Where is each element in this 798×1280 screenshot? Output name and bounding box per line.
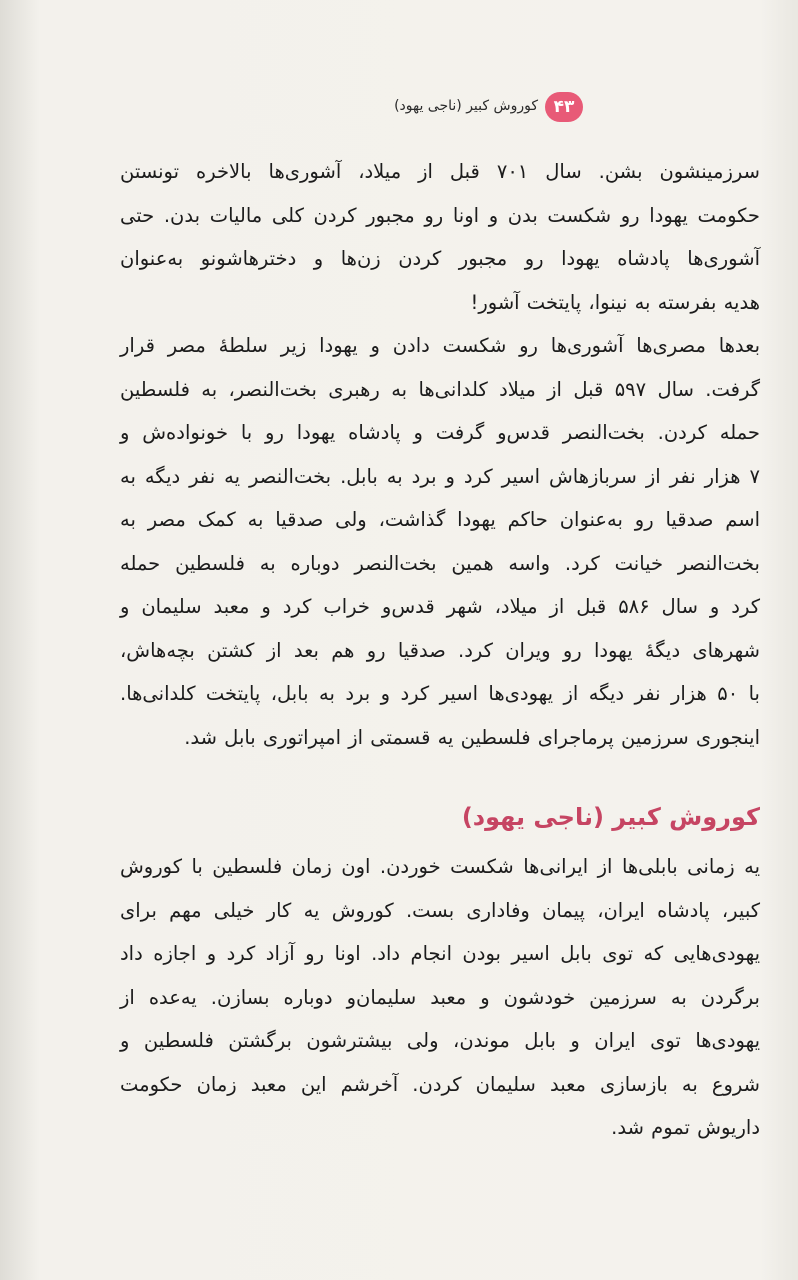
text-line: بخت‌النصر خیانت کرد. واسه همین بخت‌النصر دوباره به فلسطین حمله [120,551,760,575]
section-paragraph [120,845,760,1150]
text-line: کرد و سال ۵۸۶ قبل از میلاد، شهر قدس‌و خراب کرد و معبد سلیمان و [120,595,760,618]
paragraph-2 [120,324,760,759]
text-line: حمله کردن. بخت‌النصر قدس‌و گرفت و پادشاه یهودا رو با خونواده‌ش و [120,421,760,444]
page-content [120,150,760,1150]
text-line: اینجوری سرزمین پرماجرای فلسطین یه قسمتی از امپراتوری بابل شد. [184,725,760,749]
section-heading: کوروش کبیر (ناجی یهود) [461,803,760,831]
text-line: بعدها مصری‌ها آشوری‌ها رو شکست دادن و یهودا زیر سلطهٔ مصر قرار [120,334,760,357]
text-line: یهودی‌هایی که توی بابل اسیر بودن انجام داد. اونا رو آزاد کرد و اجازه داد [120,942,760,965]
text-line: شروع به بازسازی معبد سلیمان کردن. آخرشم این معبد زمان حکومت [120,1072,760,1096]
text-line: حکومت یهودا رو شکست بدن و اونا رو مجبور کردن کلی مالیات بدن. حتی [120,203,760,227]
text-line: سرزمینشون بشن. سال ۷۰۱ قبل از میلاد، آشوری‌ها بالاخره تونستن [120,160,760,183]
paragraph-1 [120,150,760,324]
text-line: یه زمانی بابلی‌ها از ایرانی‌ها شکست خوردن. اون زمان فلسطین با کوروش [120,855,760,878]
text-line: داریوش تموم شد. [611,1116,760,1139]
running-title: کوروش کبیر (ناجی یهود) [394,98,538,114]
text-line: با ۵۰ هزار نفر دیگه از یهودی‌ها اسیر کرد و برد به بابل، پایتخت کلدانی‌ها. [120,682,760,705]
text-line: آشوری‌ها پادشاه یهودا رو مجبور کردن زن‌ها و دخترهاشونو به‌عنوان [120,247,760,270]
text-line: کبیر، پادشاه ایران، پیمان وفاداری بست. کوروش یه کار خیلی مهم برای [120,898,760,922]
text-line: گرفت. سال ۵۹۷ قبل از میلاد کلدانی‌ها به رهبری بخت‌النصر، به فلسطین [120,377,760,401]
text-line: یهودی‌ها توی ایران و بابل موندن، ولی بیشترشون برگشتن فلسطین و [120,1029,760,1052]
text-line: هدیه بفرسته به نینوا، پایتخت آشور! [470,290,760,314]
text-line: ۷ هزار نفر از سربازهاش اسیر کرد و برد به بابل. بخت‌النصر یه نفر دیگه به [120,464,760,488]
text-line: برگردن به سرزمین خودشون و معبد سلیمان‌و دوباره بسازن. یه‌عده از [120,985,760,1009]
text-line: اسم صدقیا رو به‌عنوان حاکم یهودا گذاشت، ولی صدقیا به کمک مصر به [120,508,760,531]
text-line: شهرهای دیگهٔ یهودا رو ویران کرد. صدقیا رو هم بعد از کشتن بچه‌هاش، [120,638,760,662]
page-number-badge: ۴۳ [545,92,583,122]
